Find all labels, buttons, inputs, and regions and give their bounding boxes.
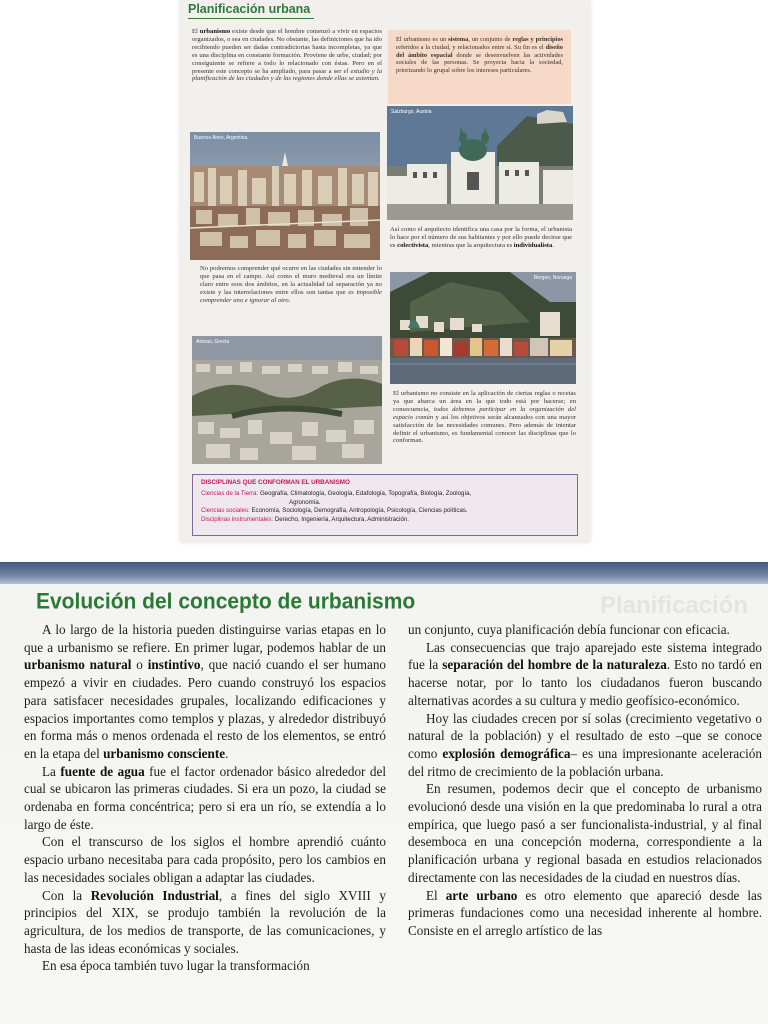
textbook-page-planificacion xyxy=(180,0,590,542)
paragraph-text: Las consecuencias que trajo aparejado este sistema integrado fue la xyxy=(408,639,762,673)
bold-term: individualista xyxy=(513,241,553,249)
paragraph-text: Así como el arquitecto identifica una casa por la forma, el urbanista lo hace por el número de sus habitantes y por ello puede decirse que es xyxy=(390,226,572,249)
italic-term: todos debemos participar en la organización del espacio común xyxy=(393,405,576,421)
paragraph-hoy xyxy=(408,710,762,781)
callout-bold: reglas y principios xyxy=(512,36,564,43)
bold-term: instintivo xyxy=(147,657,201,673)
paragraph-text: Hoy las ciudades crecen por sí solas (crecimiento vegetativo o natural de la población) y el resultado de esto –que se conoce como xyxy=(408,710,762,761)
intro-italic: el estudio y la planificación de las ciudades y de las regiones donde ellas se asientan. xyxy=(192,67,382,83)
disciplinas-row-sociales xyxy=(201,507,569,514)
paragraph-text: – es una impresionante aceleración del ritmo de crecimiento de la población urbana. xyxy=(408,745,762,779)
paragraph-text: . xyxy=(225,745,229,761)
definition-callout xyxy=(388,30,571,104)
paragraph-fuente-agua xyxy=(24,763,386,834)
disciplinas-row-instrumentales xyxy=(201,516,569,523)
paragraph-text: El xyxy=(426,887,446,903)
paragraph-text: o xyxy=(131,657,148,673)
no-consiste-paragraph xyxy=(393,390,576,445)
discipline-items: Derecho, Ingeniería, Arquitectura, Administración. xyxy=(273,515,409,523)
paragraph-text: , a fines del siglo XVIII y principios del XIX, se produjo también la revolución de la agricultura, de los medios de transporte, de las comunicaciones, y hasta de las ideas económicas y sociales. xyxy=(24,887,386,956)
photo-buenos-aires xyxy=(190,132,380,260)
ghost-heading: Planificación xyxy=(599,592,748,619)
callout-text: , un conjunto de xyxy=(468,36,513,43)
bold-term: explosión demográfica xyxy=(442,745,571,761)
discipline-label: Ciencias de la Tierra: xyxy=(201,490,259,498)
photo-caption: Atenas, Grecia xyxy=(196,339,230,345)
paragraph-text: es otro elemento que apareció desde las primeras fundaciones como una necesidad inherente al hombre. Consiste en el arreglo artístico de las xyxy=(408,887,762,938)
comprender-paragraph xyxy=(200,265,382,305)
discipline-label: Ciencias sociales: xyxy=(201,507,250,515)
intro-paragraph xyxy=(192,28,382,83)
paragraph-text: . xyxy=(552,241,554,249)
callout-text: donde se desenvuelven las actividades sociales de las personas. Se proyecta hacia la sociedad, priorizando lo grupal sobre los intereses particulares. xyxy=(396,51,563,75)
intro-bold-urbanismo: urbanismo xyxy=(199,28,231,35)
city-hills-image xyxy=(192,336,382,464)
paragraph-text: fue el factor ordenador básico alrededor del cual se ubicaron las primeras ciudades. Si era un pozo, la ciudad se ordenaba en forma concéntrica; pero si era un río, se extendía a lo largo de éste. xyxy=(24,763,386,832)
paragraph-text: , que nació cuando el ser humano empezó a vivir en ciudades. Pero cuando construyó los espacios para satisfacer necesidades grupales, localizando edificaciones y espacios importantes como templos y plazas, y alrededor distribuyó en forma más o menos ordenada el resto de los elementos, se entró en la etapa del xyxy=(24,657,387,761)
paragraph-text: No podremos comprender qué ocurre en las ciudades sin entender lo que pasa en el campo. Así como el muro medieval era un límite claro entre esos dos ámbitos, en la actualidad tal separación ya no existe y las interrelaciones entre ellos son tantas que xyxy=(200,265,382,296)
paragraph-text: , mientras que la arquitectura es xyxy=(428,241,514,249)
text-column-right xyxy=(408,621,762,940)
bold-term: arte urbano xyxy=(445,887,518,903)
disciplinas-row-tierra xyxy=(201,490,569,497)
italic-term: es imposible comprender uno e ignorar al otro. xyxy=(200,288,382,304)
disciplinas-box xyxy=(192,474,578,536)
bold-term: urbanismo natural xyxy=(24,657,132,673)
disciplinas-row-tierra-cont: Agronomía. xyxy=(289,498,321,506)
paragraph-text: El urbanismo no consiste en la aplicación de ciertas reglas o recetas ya que abarca un área en la que todo está por hacerse; en consecuencia, xyxy=(393,390,576,413)
bold-term: colectivista xyxy=(397,241,429,249)
callout-bold: sistema xyxy=(448,36,469,43)
harbor-image xyxy=(390,272,576,384)
bold-term: urbanismo consciente xyxy=(103,745,226,761)
paragraph-text: Con la xyxy=(42,887,91,903)
discipline-items: Economía, Sociología, Demografía, Antropología, Psicología, Ciencias políticas. xyxy=(249,507,468,515)
bold-term: separación del hombre de la naturaleza xyxy=(442,657,667,673)
page-title-evolucion: Evolución del concepto de urbanismo xyxy=(36,589,416,614)
callout-text: referidos a la ciudad, y relacionados entre sí. Su fin es el xyxy=(396,43,546,51)
intro-text: El xyxy=(192,28,200,35)
paragraph-conjunto: un conjunto, cuya planificación debía funcionar con eficacia. xyxy=(408,622,730,637)
paragraph-revolucion xyxy=(24,887,386,958)
page-title-planificacion: Planificación urbana xyxy=(188,2,314,19)
arquitecto-paragraph xyxy=(390,226,572,250)
bold-term: fuente de agua xyxy=(60,763,145,779)
page-header-band xyxy=(0,562,768,584)
cathedral-image xyxy=(387,106,573,220)
discipline-items: Geografía, Climatología, Geología, Edafología, Topografía, Biología, Zoología, xyxy=(258,490,472,498)
photo-salzburgo xyxy=(387,106,573,220)
paragraph-siglos: Con el transcurso de los siglos el hombre aprendió cuánto espacio urbano necesitaba para cada propósito, pero los cambios en las necesidades sociales obligan a adaptar las ciudades. xyxy=(24,834,386,885)
textbook-page-evolucion xyxy=(0,562,768,1024)
photo-atenas xyxy=(192,336,382,464)
cityscape-image xyxy=(190,132,380,260)
disciplinas-box-title: DISCIPLINAS QUE CONFORMAN EL URBANISMO xyxy=(201,479,350,486)
callout-text: El urbanismo es un xyxy=(396,36,449,43)
photo-bergen xyxy=(390,272,576,384)
text-column-left xyxy=(24,621,386,975)
paragraph-consecuencias xyxy=(408,639,762,710)
bold-term: Revolución Industrial xyxy=(90,887,219,903)
paragraph-text: A lo largo de la historia pueden distinguirse varias etapas en lo que a urbanismo se refiere. En primer lugar, podemos hablar de un xyxy=(24,622,386,655)
photo-caption: Bergen, Noruega xyxy=(533,275,572,281)
callout-bold: diseño del ámbito espacial xyxy=(396,43,563,59)
photo-caption: Salzburgo, Austria xyxy=(391,109,432,115)
paragraph-epoca: En esa época también tuvo lugar la transformación xyxy=(42,958,310,974)
paragraph-resumen: En resumen, podemos decir que el concepto de urbanismo evolucionó desde una visión en la que predominaba lo rural a otra empírica, que luego pasó a ser funcionalista-industrial, y al final desemboca en una concepción moderna, correspondiente a la planificación urbana y regional basada en estudios relacionados directamente con las necesidades de la ciudad en nuestros días. xyxy=(408,781,762,885)
intro-text: existe desde que el hombre comenzó a vivir en espacios organizados, o sea en ciudades. No obstante, las definiciones que ha ido recibiendo pueden ser dadas contradictorias hasta incompletas, ya que es una disciplina en constante formación. Proviene de urbe, ciudad; por consiguiente se refiere a todo lo relacionado con éstas. Pero en el presente este concepto se ha ampliado, para pasar a ser xyxy=(192,28,382,75)
paragraph-text: La xyxy=(42,763,61,779)
photo-caption: Buenos Aires, Argentina xyxy=(194,135,248,141)
paragraph-text: . Esto no tardó en hacerse notar, por lo tanto los ciudadanos fueron buscando alternativas acordes a su cultura y medio geofísico-económico. xyxy=(408,657,763,708)
paragraph-etapas xyxy=(24,621,386,763)
discipline-label: Disciplinas instrumentales: xyxy=(201,515,274,523)
paragraph-text: y así los objetivos serán alcanzados con una mayor satisfacción de las necesidades comunes. Pero además de intentar definir el urbanismo, es fundamental conocer las disciplinas que lo conforman. xyxy=(393,413,576,445)
paragraph-arte-urbano xyxy=(408,887,762,940)
